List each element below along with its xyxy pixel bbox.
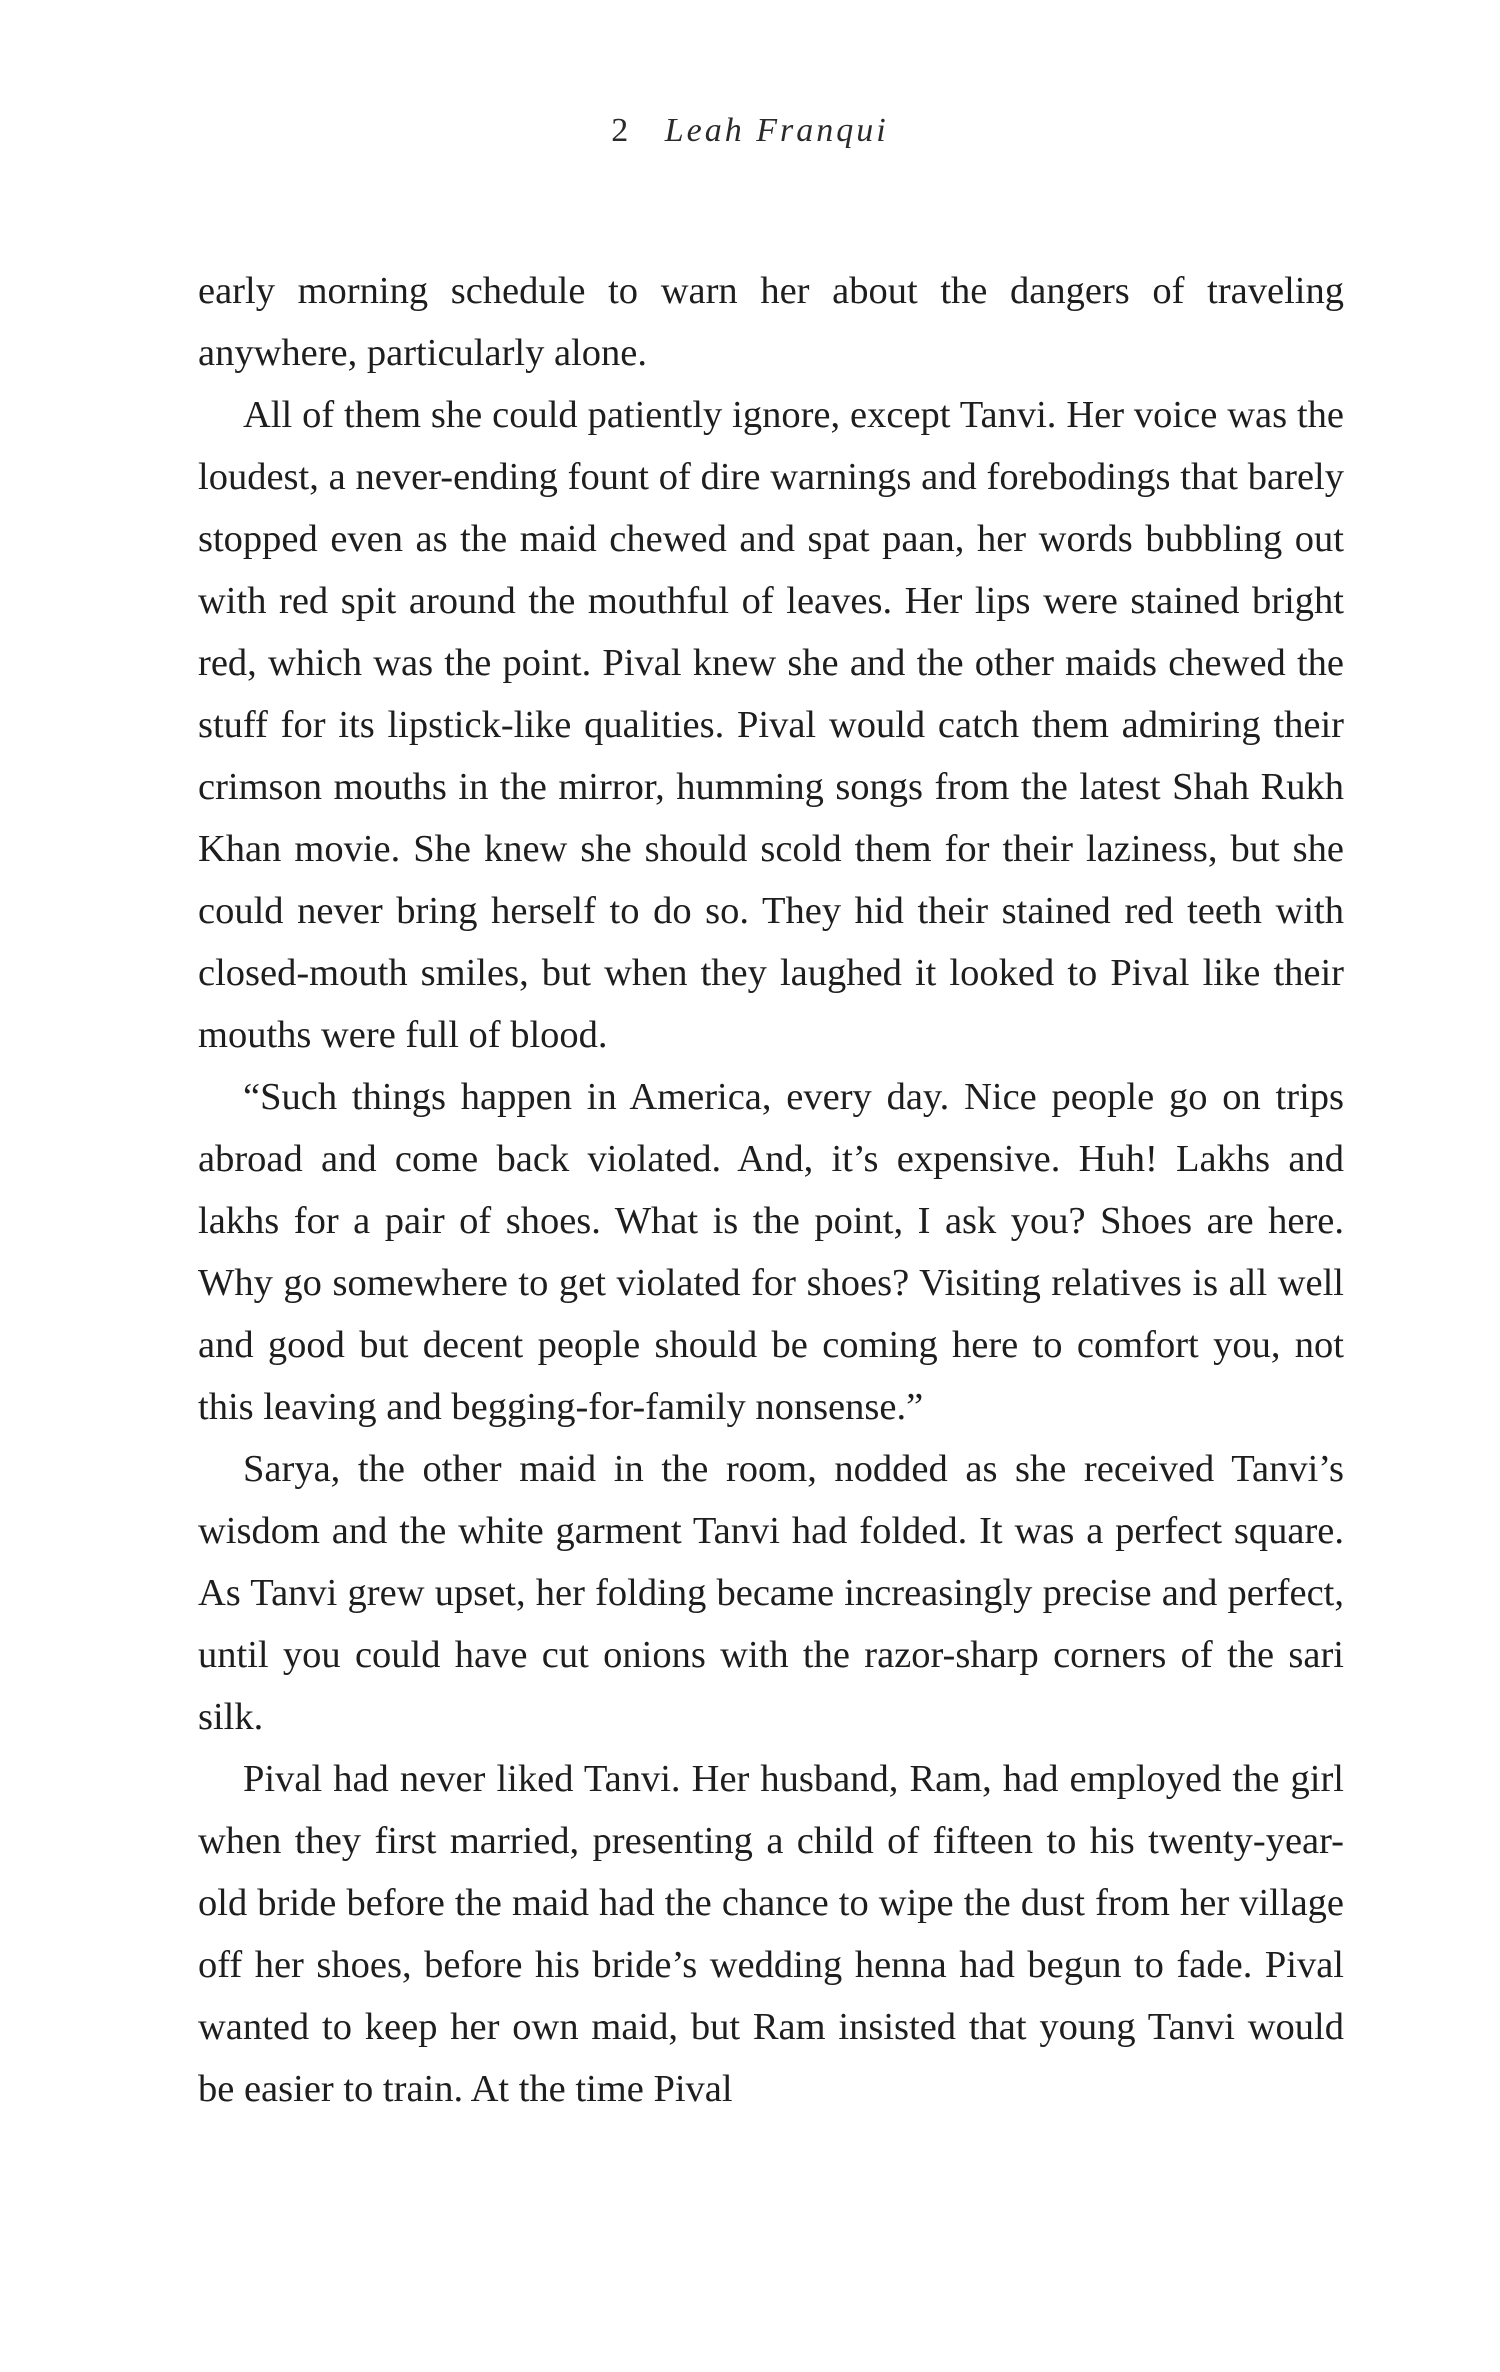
page-number: 2 [611,112,630,149]
running-header [0,112,1500,150]
paragraph: All of them she could patiently ignore, except Tanvi. Her voice was the loudest, a never-ending fount of dire warnings and forebodings that barely stopped even as the maid chewed and spat paan, her words bubbling out with red spit around the mouthful of leaves. Her lips were stained bright red, which was the point. Pival knew she and the other maids chewed the stuff for its lipstick-like qualities. Pival would catch them admiring their crimson mouths in the mirror, humming songs from the latest Shah Rukh Khan movie. She knew she should scold them for their laziness, but she could never bring herself to do so. They hid their stained red teeth with closed-mouth smiles, but when they laughed it looked to Pival like their mouths were full of blood. [198,394,1344,1056]
paragraph: “Such things happen in America, every day. Nice people go on trips abroad and come back violated. And, it’s expensive. Huh! Lakhs and lakhs for a pair of shoes. What is the point, I ask you? Shoes are here. Why go somewhere to get violated for shoes? Visiting relatives is all well and good but decent people should be coming here to comfort you, not this leaving and begging-for-family nonsense.” [198,1076,1344,1428]
author-name: Leah Franqui [664,112,889,149]
paragraph: Pival had never liked Tanvi. Her husband, Ram, had employed the girl when they first married, presenting a child of fifteen to his twenty-year-old bride before the maid had the chance to wipe the dust from her village off her shoes, before his bride’s wedding henna had begun to fade. Pival wanted to keep her own maid, but Ram insisted that young Tanvi would be easier to train. At the time Pival [198,1758,1344,2110]
body-text [198,260,1344,2120]
paragraph: early morning schedule to warn her about the dangers of traveling anywhere, particularly alone. [198,270,1344,374]
paragraph: Sarya, the other maid in the room, nodded as she received Tanvi’s wisdom and the white garment Tanvi had folded. It was a perfect square. As Tanvi grew upset, her folding became increasingly precise and perfect, until you could have cut onions with the razor-sharp corners of the sari silk. [198,1448,1344,1738]
